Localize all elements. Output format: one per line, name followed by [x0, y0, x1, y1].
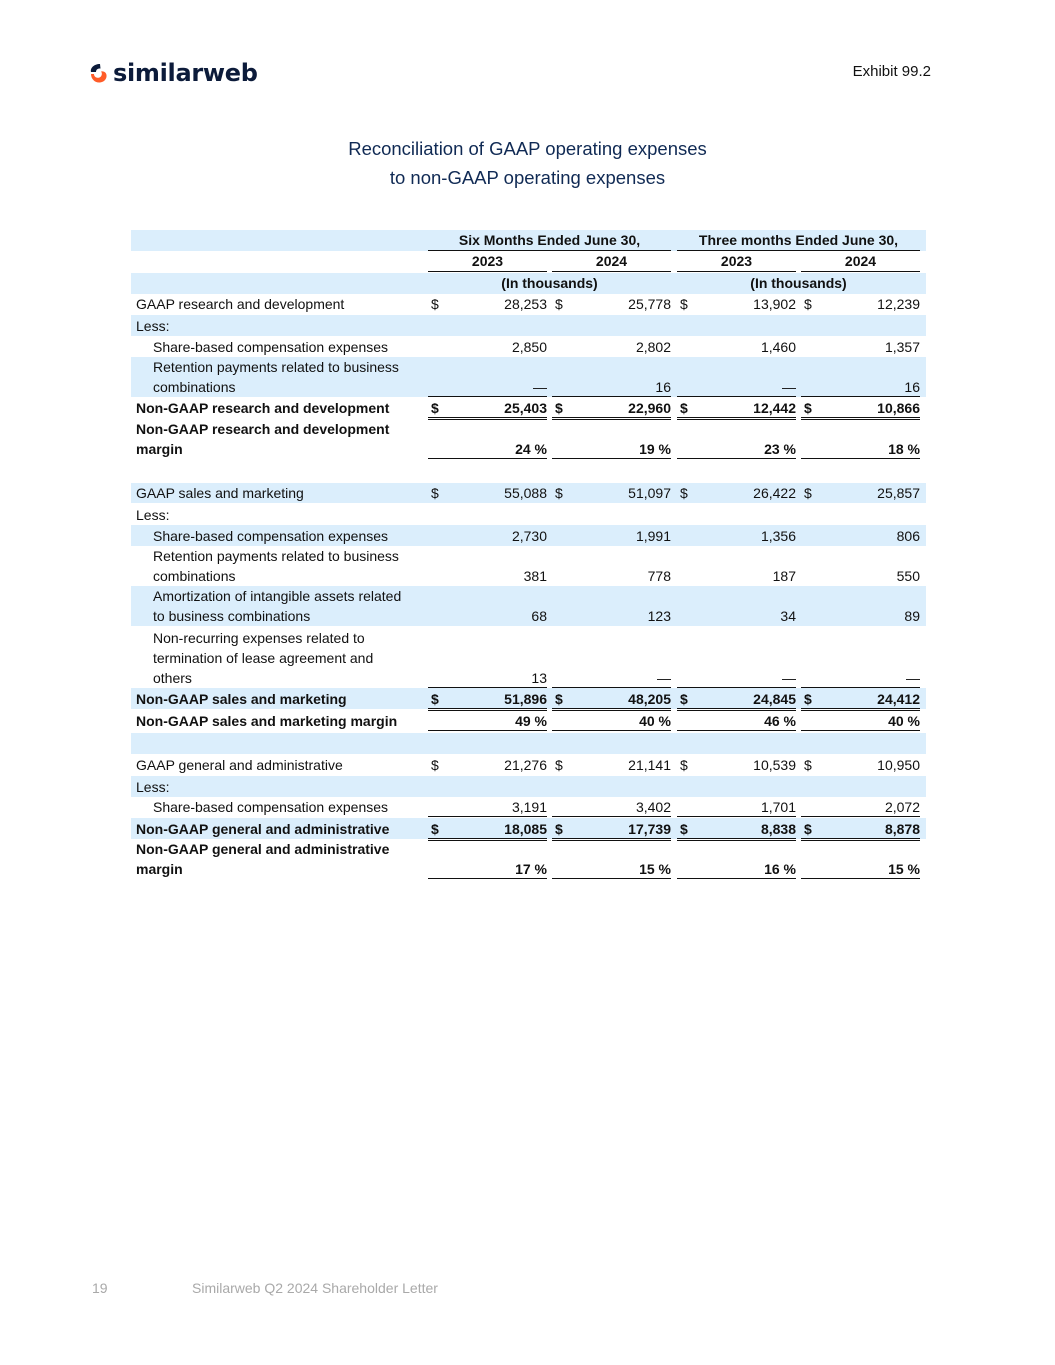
row-label: termination of lease agreement and	[153, 649, 374, 666]
year-underline	[428, 271, 547, 272]
row-value: 778	[647, 568, 671, 584]
cell-underline	[677, 396, 796, 397]
row-value: 12,442	[753, 400, 796, 416]
cell-underline	[552, 396, 671, 397]
year-header: 2023	[471, 253, 504, 269]
row-value: 25,778	[628, 296, 671, 312]
row-value: 187	[772, 568, 796, 584]
cell-underline	[428, 816, 547, 817]
row-value: 16 %	[764, 861, 796, 877]
row-label: others	[153, 669, 192, 686]
cell-underline	[801, 708, 920, 709]
dollar-sign: $	[431, 821, 439, 837]
row-value: 1,460	[760, 339, 796, 355]
row-value: 16	[655, 379, 671, 395]
row-label: Non-GAAP research and development	[136, 400, 390, 416]
cell-underline	[801, 730, 920, 731]
dollar-sign: $	[680, 400, 688, 416]
row-value: 28,253	[504, 296, 547, 312]
similarweb-logo-icon	[88, 62, 108, 84]
cell-underline	[801, 396, 920, 397]
row-value: 1,701	[760, 799, 796, 815]
row-value: —	[657, 670, 671, 686]
row-value: 17 %	[515, 861, 547, 877]
row-value: 68	[531, 608, 547, 624]
row-label: Less:	[136, 317, 170, 334]
row-value: 3,402	[635, 799, 671, 815]
row-value: 24 %	[515, 441, 547, 457]
dollar-sign: $	[804, 691, 812, 707]
row-label: Non-recurring expenses related to	[153, 629, 365, 646]
row-value: 26,422	[753, 485, 796, 501]
period-header-three-months: Three months Ended June 30,	[698, 232, 899, 248]
table-row	[131, 315, 926, 336]
row-label: to business combinations	[153, 608, 311, 624]
dollar-sign: $	[431, 400, 439, 416]
row-value: 2,072	[884, 799, 920, 815]
cell-underline	[552, 816, 671, 817]
exhibit-label: Exhibit 99.2	[852, 63, 931, 80]
row-value: 25,403	[504, 400, 547, 416]
dollar-sign: $	[804, 485, 812, 501]
year-header: 2023	[720, 253, 753, 269]
page-title-line-1: Reconciliation of GAAP operating expenses	[348, 138, 707, 159]
cell-underline	[428, 458, 547, 459]
cell-underline	[552, 458, 671, 459]
row-value: —	[533, 379, 547, 395]
row-label: Less:	[136, 778, 170, 795]
row-label: Non-GAAP sales and marketing margin	[136, 712, 398, 729]
cell-underline	[801, 878, 920, 879]
row-value: 806	[896, 528, 920, 544]
dollar-sign: $	[555, 400, 563, 416]
dollar-sign: $	[680, 296, 688, 312]
row-value: 2,802	[635, 339, 671, 355]
dollar-sign: $	[680, 757, 688, 773]
cell-underline	[801, 458, 920, 459]
row-label: GAAP research and development	[136, 296, 345, 312]
row-value: 15 %	[639, 861, 671, 877]
units-header: (In thousands)	[501, 275, 598, 291]
row-value: 10,539	[753, 757, 796, 773]
row-value: 21,276	[504, 757, 547, 773]
dollar-sign: $	[680, 485, 688, 501]
row-value: 40 %	[888, 713, 920, 729]
row-label: Amortization of intangible assets related	[153, 588, 402, 604]
dollar-sign: $	[680, 821, 688, 837]
cell-underline	[552, 730, 671, 731]
logo-wordmark: similarweb	[113, 59, 258, 87]
row-label: margin	[136, 441, 183, 457]
row-label: Less:	[136, 506, 170, 523]
cell-underline	[428, 708, 547, 709]
row-label: Retention payments related to business	[153, 548, 399, 564]
dollar-sign: $	[555, 691, 563, 707]
dollar-sign: $	[804, 757, 812, 773]
cell-underline	[801, 417, 920, 418]
row-value: 10,866	[877, 400, 920, 416]
row-value: 550	[896, 568, 920, 584]
row-value: 18,085	[504, 821, 547, 837]
row-value: 24,845	[753, 691, 796, 707]
row-value: 21,141	[628, 757, 671, 773]
cell-underline	[428, 417, 547, 418]
dollar-sign: $	[804, 400, 812, 416]
row-value: 3,191	[511, 799, 547, 815]
row-value: 1,356	[760, 528, 796, 544]
row-label: Share-based compensation expenses	[153, 338, 389, 355]
cell-underline	[677, 417, 796, 418]
row-label: Share-based compensation expenses	[153, 527, 389, 544]
page-number: 19	[92, 1280, 108, 1296]
cell-underline	[552, 878, 671, 879]
row-value: 18 %	[888, 441, 920, 457]
row-value: 24,412	[877, 691, 920, 707]
dollar-sign: $	[431, 296, 439, 312]
row-value: —	[782, 670, 796, 686]
table-row	[131, 504, 926, 525]
period-header-six-months: Six Months Ended June 30,	[458, 232, 641, 248]
cell-underline	[552, 417, 671, 418]
row-value: 17,739	[628, 821, 671, 837]
row-value: 46 %	[764, 713, 796, 729]
cell-underline	[677, 458, 796, 459]
row-value: 8,838	[760, 821, 796, 837]
row-label: GAAP general and administrative	[136, 757, 343, 773]
row-label: combinations	[153, 379, 236, 395]
row-value: 13,902	[753, 296, 796, 312]
cell-underline	[801, 816, 920, 817]
row-value: 1,357	[884, 339, 920, 355]
row-value: 2,850	[511, 339, 547, 355]
row-value: 12,239	[877, 296, 920, 312]
cell-underline	[677, 816, 796, 817]
row-label: margin	[136, 861, 183, 877]
table-row	[131, 776, 926, 797]
dollar-sign: $	[804, 821, 812, 837]
year-underline	[677, 271, 796, 272]
row-value: 51,896	[504, 691, 547, 707]
dollar-sign: $	[804, 296, 812, 312]
row-value: 16	[904, 379, 920, 395]
row-label: combinations	[153, 568, 236, 584]
row-value: —	[782, 379, 796, 395]
row-value: 89	[904, 608, 920, 624]
dollar-sign: $	[431, 691, 439, 707]
cell-underline	[428, 878, 547, 879]
units-header: (In thousands)	[750, 275, 847, 291]
section-spacer	[131, 733, 926, 754]
year-underline	[801, 271, 920, 272]
footer-doc-title: Similarweb Q2 2024 Shareholder Letter	[192, 1280, 438, 1296]
section-spacer	[131, 460, 926, 481]
row-value: 25,857	[877, 485, 920, 501]
row-value: 49 %	[515, 713, 547, 729]
row-label: Retention payments related to business	[153, 359, 399, 375]
row-label: Non-GAAP research and development	[136, 421, 390, 437]
row-label: Non-GAAP general and administrative	[136, 841, 390, 857]
cell-underline	[677, 878, 796, 879]
cell-underline	[552, 708, 671, 709]
row-label: Share-based compensation expenses	[153, 799, 389, 815]
row-value: 8,878	[884, 821, 920, 837]
row-value: 2,730	[511, 528, 547, 544]
row-value: 34	[780, 608, 796, 624]
cell-underline	[677, 708, 796, 709]
row-label: Non-GAAP sales and marketing	[136, 690, 347, 707]
row-value: 19 %	[639, 441, 671, 457]
dollar-sign: $	[555, 821, 563, 837]
row-value: 1,991	[635, 528, 671, 544]
dollar-sign: $	[680, 691, 688, 707]
row-label: Non-GAAP general and administrative	[136, 820, 390, 837]
year-header: 2024	[595, 253, 628, 269]
row-value: 381	[523, 568, 547, 584]
cell-underline	[677, 730, 796, 731]
year-underline	[552, 271, 671, 272]
row-value: 22,960	[628, 400, 671, 416]
row-value: —	[906, 670, 920, 686]
row-value: 48,205	[628, 691, 671, 707]
dollar-sign: $	[555, 757, 563, 773]
row-value: 10,950	[877, 757, 920, 773]
similarweb-logo	[88, 58, 258, 88]
year-header: 2024	[844, 253, 877, 269]
row-value: 23 %	[764, 441, 796, 457]
row-value: 55,088	[504, 485, 547, 501]
row-value: 15 %	[888, 861, 920, 877]
row-value: 13	[531, 670, 547, 686]
row-value: 51,097	[628, 485, 671, 501]
cell-underline	[428, 730, 547, 731]
dollar-sign: $	[555, 485, 563, 501]
page-title-line-2: to non-GAAP operating expenses	[389, 167, 666, 188]
row-label: GAAP sales and marketing	[136, 485, 304, 501]
cell-underline	[428, 396, 547, 397]
dollar-sign: $	[431, 485, 439, 501]
dollar-sign: $	[555, 296, 563, 312]
row-value: 123	[647, 608, 671, 624]
dollar-sign: $	[431, 757, 439, 773]
row-value: 40 %	[639, 713, 671, 729]
